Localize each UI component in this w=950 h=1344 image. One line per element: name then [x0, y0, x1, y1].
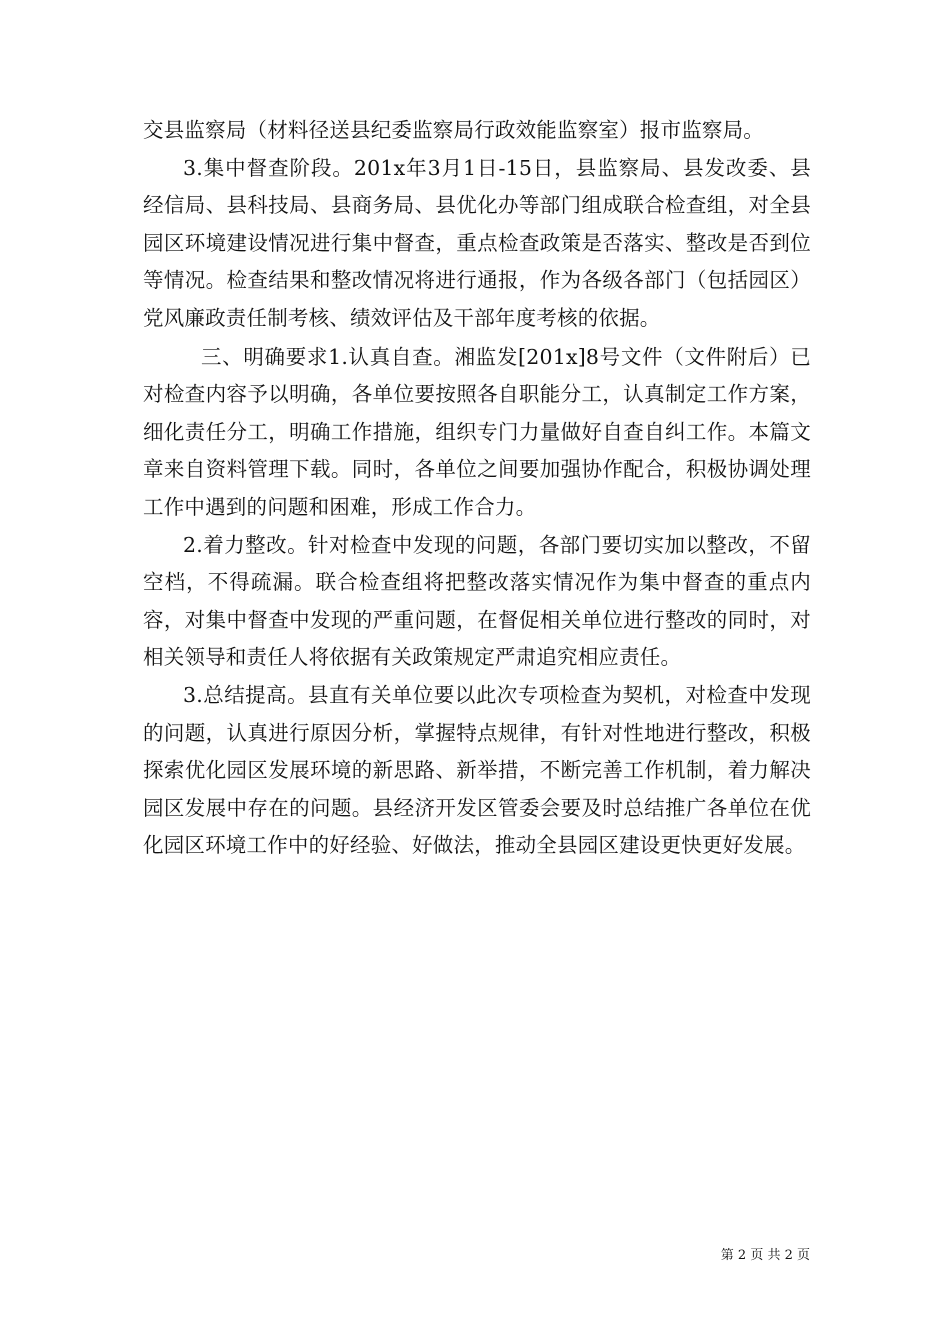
document-body	[143, 112, 811, 865]
paragraph-requirements: 三、明确要求1.认真自查。湘监发[201x]8号文件（文件附后）已对检查内容予以明确，各单位要按照各自职能分工，认真制定工作方案，细化责任分工，明确工作措施，组织专门力量做好自查自纠工作。本篇文章来自资料管理下载。同时，各单位之间要加强协作配合，积极协调处理工作中遇到的问题和困难，形成工作合力。	[143, 344, 811, 519]
paragraph-stage-3: 3.集中督查阶段。201x年3月1日-15日，县监察局、县发改委、县经信局、县科技局、县商务局、县优化办等部门组成联合检查组，对全县园区环境建设情况进行集中督查，重点检查政策是否落实、整改是否到位等情况。检查结果和整改情况将进行通报，作为各级各部门（包括园区）党风廉政责任制考核、绩效评估及干部年度考核的依据。	[143, 155, 811, 330]
page-number-footer: 第 2 页 共 2 页	[720, 1248, 810, 1263]
paragraph-continuation: 交县监察局（材料径送县纪委监察局行政效能监察室）报市监察局。	[143, 118, 764, 142]
paragraph-rectification: 2.着力整改。针对检查中发现的问题，各部门要切实加以整改，不留空档，不得疏漏。联合检查组将把整改落实情况作为集中督查的重点内容，对集中督查中发现的严重问题，在督促相关单位进行整改的同时，对相关领导和责任人将依据有关政策规定严肃追究相应责任。	[143, 532, 811, 670]
paragraph-summary: 3.总结提高。县直有关单位要以此次专项检查为契机，对检查中发现的问题，认真进行原因分析，掌握特点规律，有针对性地进行整改，积极探索优化园区发展环境的新思路、新举措，不断完善工作机制，着力解决园区发展中存在的问题。县经济开发区管委会要及时总结推广各单位在优化园区环境工作中的好经验、好做法，推动全县园区建设更快更好发展。	[143, 682, 811, 858]
